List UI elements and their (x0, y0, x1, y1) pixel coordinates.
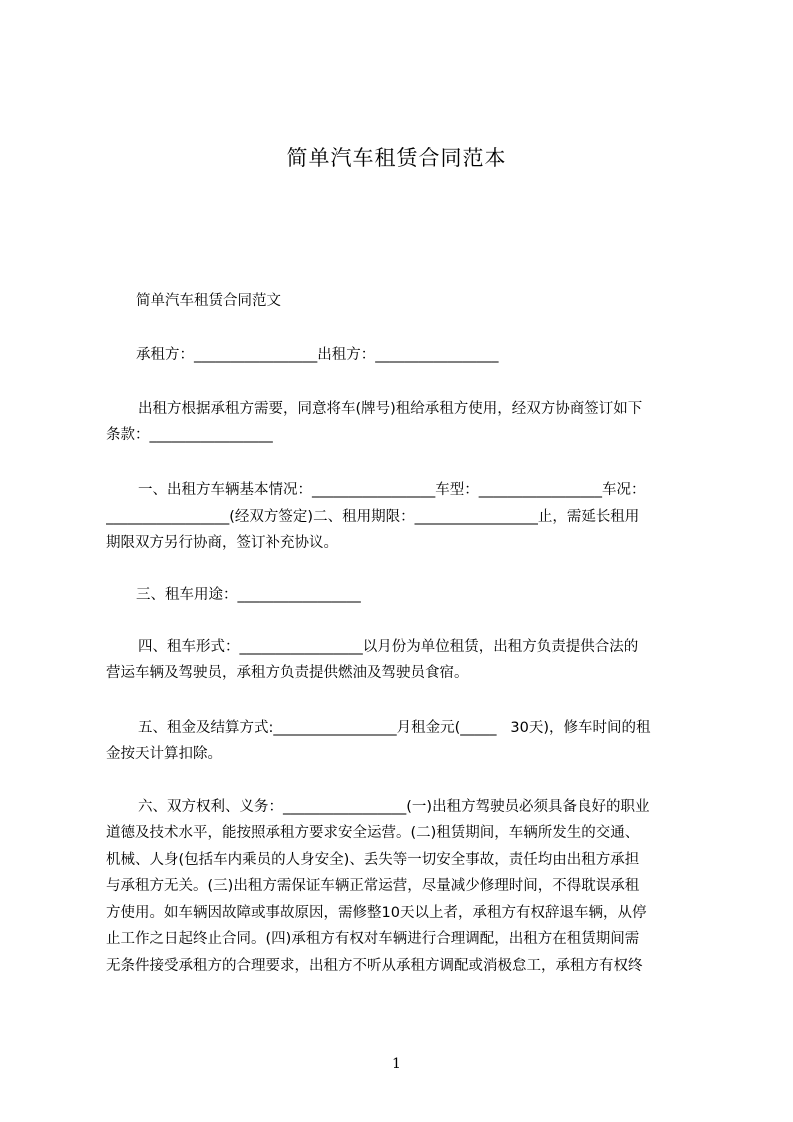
document-title: 简单汽车租赁合同范本 (286, 146, 507, 170)
clause6-line-6: 止工作之日起终止合同。(四)承租方有权对车辆进行合理调配，出租方在租赁期间需 (106, 931, 640, 947)
clause6-line-2: 道德及技术水平，能按照承租方要求安全运营。(二)租赁期间，车辆所发生的交通、 (106, 825, 640, 841)
clause6-line-1: 六、双方权利、义务：_________________(一)出租方驾驶员必须具备良好的职业 (138, 799, 650, 815)
clause6-line-7: 无条件接受承租方的合理要求，出租方不听从承租方调配或消极怠工，承租方有权终 (106, 958, 643, 974)
intro-line-2: 条款：_________________ (106, 427, 273, 443)
page-number: 1 (392, 1056, 401, 1072)
clause3-line: 三、租车用途：_________________ (136, 587, 361, 603)
intro-line-1: 出租方根据承租方需要，同意将车(牌号)租给承租方使用，经双方协商签订如下 (138, 401, 643, 417)
clause1-line-1: 一、出租方车辆基本情况：_________________车型：_________________车况： (138, 482, 646, 498)
clause5-line-2: 金按天计算扣除。 (106, 746, 222, 762)
clause1-line-2: _________________(经双方签定)二、租用期限：_________________止，需延长租用 (106, 509, 640, 525)
clause4-line-1: 四、租车形式：_________________以月份为单位租赁，出租方负责提供合法的 (138, 639, 639, 655)
clause6-line-5: 方使用。如车辆因故障或事故原因，需修整10天以上者，承租方有权辞退车辆，从停 (106, 905, 647, 921)
clause6-line-4: 与承租方无关。(三)出租方需保证车辆正常运营，尽量减少修理时间，不得耽误承租 (106, 878, 640, 894)
clause5-line-1: 五、租金及结算方式:_________________月租金元(_____ 30天)，修车时间的租 (138, 720, 651, 736)
parties-line: 承租方：_________________出租方：_________________ (136, 347, 499, 363)
document-subtitle: 简单汽车租赁合同范文 (136, 293, 281, 309)
clause1-line-3: 期限双方另行协商，签订补充协议。 (106, 535, 338, 551)
clause4-line-2: 营运车辆及驾驶员，承租方负责提供燃油及驾驶员食宿。 (106, 665, 469, 681)
clause6-line-3: 机械、人身(包括车内乘员的人身安全)、丢失等一切安全事故，责任均由出租方承担 (106, 852, 640, 868)
